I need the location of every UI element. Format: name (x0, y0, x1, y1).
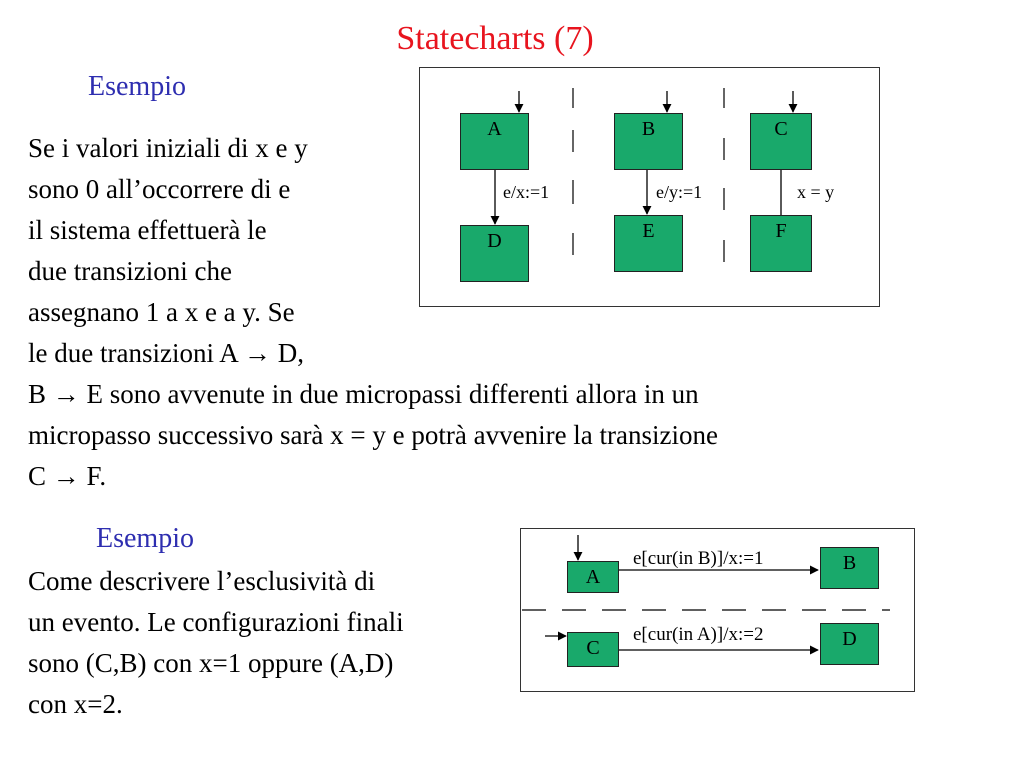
example1-line: due transizioni che (28, 256, 232, 286)
state-d2: D (820, 623, 879, 665)
example1-line: le due transizioni A → D, (28, 338, 304, 368)
state-a: A (460, 113, 529, 170)
state-b: B (614, 113, 683, 170)
example2-heading: Esempio (96, 523, 194, 554)
transition-label-a-b: e[cur(in B)]/x:=1 (633, 548, 764, 569)
example1-line: micropasso successivo sarà x = y e potrà avvenire la transizione (28, 420, 718, 450)
transition-label-c-d: e[cur(in A)]/x:=2 (633, 624, 764, 645)
example2-line: Come descrivere l’esclusività di (28, 566, 376, 596)
transition-label-c-f: x = y (797, 182, 835, 202)
state-c: C (750, 113, 812, 170)
example1-line: C → F. (28, 461, 107, 491)
transition-label-a-d: e/x:=1 (503, 182, 550, 202)
example1-line: sono 0 all’occorrere di e (28, 174, 291, 204)
example1-line: assegnano 1 a x e a y. Se (28, 297, 295, 327)
example1-line: Se i valori iniziali di x e y (28, 133, 308, 163)
example1-heading: Esempio (88, 71, 186, 102)
example1-line: B → E sono avvenute in due micropassi differenti allora in un (28, 379, 699, 409)
state-b2: B (820, 547, 879, 589)
slide-title: Statecharts (7) (396, 20, 594, 57)
transition-label-b-e: e/y:=1 (656, 182, 703, 202)
example2-line: sono (C,B) con x=1 oppure (A,D) (28, 648, 394, 678)
state-a2: A (567, 561, 619, 593)
state-f: F (750, 215, 812, 272)
state-d: D (460, 225, 529, 282)
state-e: E (614, 215, 683, 272)
example2-line: con x=2. (28, 689, 123, 719)
state-c2: C (567, 632, 619, 667)
example2-line: un evento. Le configurazioni finali (28, 607, 404, 637)
example1-line: il sistema effettuerà le (28, 215, 267, 245)
